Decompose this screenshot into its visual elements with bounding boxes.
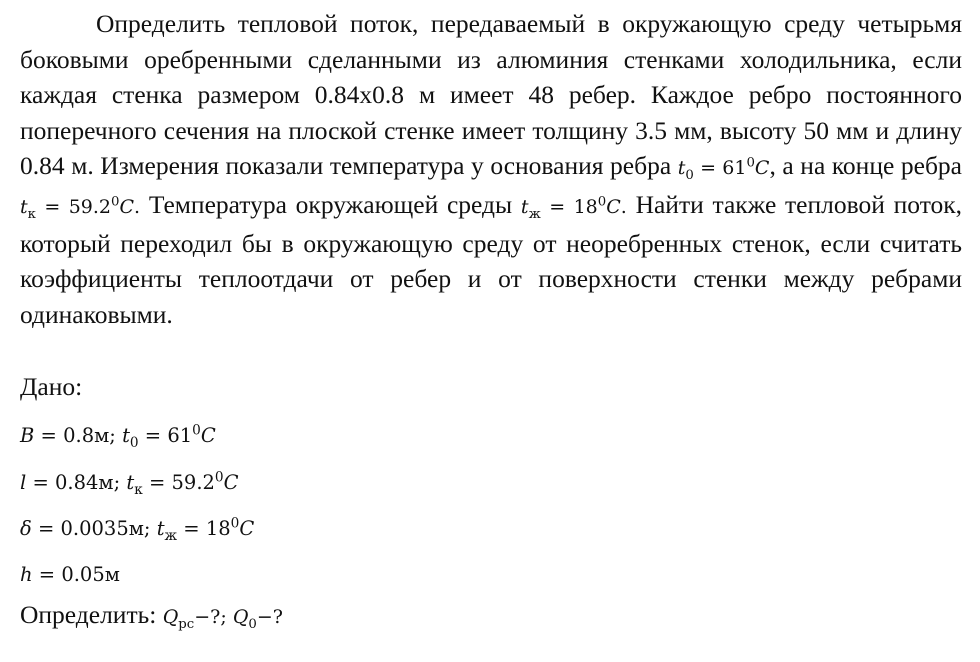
given-line-B-t0: B = 0.8м; $t_0 = 61^0C$: [20, 422, 216, 451]
find-label: Определить:: [20, 600, 157, 629]
problem-text-1: Определить тепловой поток, передаваемый в окружающую среду четырьмя боковыми оребренными сделанными из алюминия стенками холодильника, если каждая стенка размером 0.84х0.8 м имеет 48 ребер. Каждое ребро постоянного поперечного сечения на плоской стенке имеет толщину 3.5 мм, высоту 50 мм и длину 0.84 м. Измерения показали температура у основания ребра: [20, 9, 962, 181]
problem-text-3: Температура окружающей среды: [148, 189, 513, 219]
formula-tk: $t_к = 59.2^0C$.: [20, 194, 141, 222]
problem-text-4: Найти также тепловой поток, который переходил бы в окружающую среду от неоребренных стенок, если считать коэффициенты теплоотдачи от ребер и от поверхности стенки между ребрами одинаковыми.: [20, 189, 963, 329]
formula-t0: $t_0 = 61^0C$: [677, 156, 770, 184]
problem-statement: [20, 6, 962, 332]
given-line-h: h = 0.05м: [20, 563, 120, 586]
given-line-delta-tzh: δ = 0.0035м; $t_ж = 18^0C$: [20, 515, 255, 544]
given-line-l-tk: l = 0.84м; $t_к = 59.2^0C$: [20, 469, 239, 498]
formula-tzh: $t_ж = 18^0C$.: [520, 194, 627, 222]
find-line: [20, 600, 283, 630]
problem-text-2: , а на конце ребра: [769, 151, 962, 181]
given-heading: Дано:: [20, 372, 83, 401]
find-formula: $Q_{рс}-$?; $Q_0-$?: [162, 606, 283, 632]
